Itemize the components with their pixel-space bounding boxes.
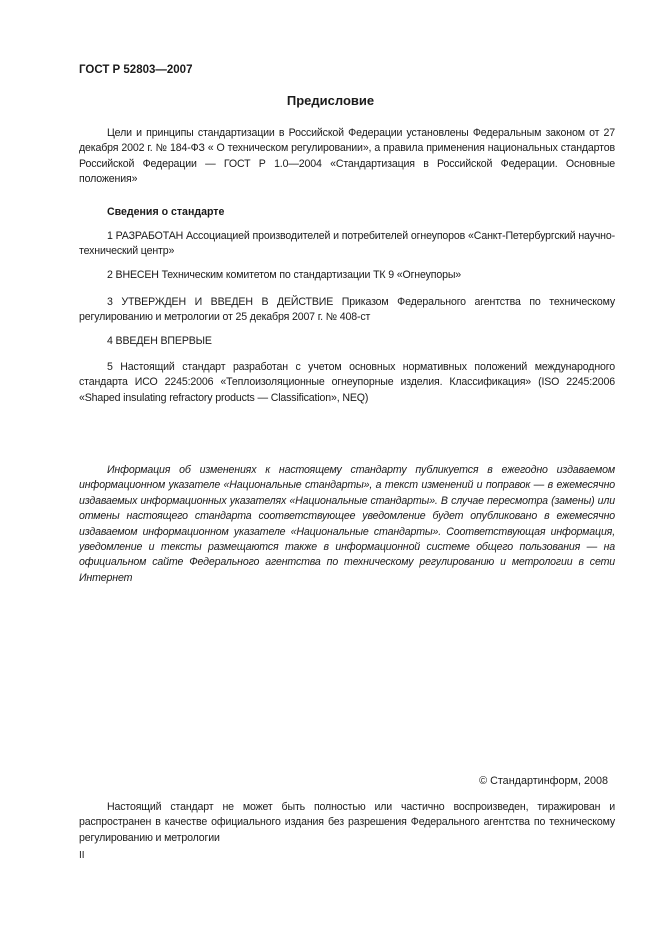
list-item-3: 3 УТВЕРЖДЕН И ВВЕДЕН В ДЕЙСТВИЕ Приказом Федерального агентства по техническому регулированию и метрологии от 25 декабря 2007 г. № 408-ст (79, 296, 615, 324)
copyright: © Стандартинформ, 2008 (479, 775, 608, 787)
list-item-4: 4 ВВЕДЕН ВПЕРВЫЕ (107, 335, 212, 347)
list-item-2: 2 ВНЕСЕН Техническим комитетом по стандартизации ТК 9 «Огнеупоры» (107, 269, 462, 281)
page-title: Предисловие (286, 93, 375, 108)
page-number: II (79, 850, 85, 861)
legal-notice: Настоящий стандарт не может быть полностью или частично воспроизведен, тиражирован и распространен в качестве официального издания без разрешения Федерального агентства по техническому регулированию и метрологии (79, 801, 615, 844)
list-item-1: 1 РАЗРАБОТАН Ассоциацией производителей и потребителей огнеупоров «Санкт-Петербургский научно-технический центр» (79, 230, 615, 258)
section-title: Сведения о стандарте (107, 206, 225, 218)
changes-notice: Информация об изменениях к настоящему стандарту публикуется в ежегодно издаваемом информационном указателе «Национальные стандарты», а текст изменений и поправок — в ежемесячно издаваемых информационных указателях «Национальные стандарты». В случае пересмотра (замены) или отмены настоящего стандарта соответствующее уведомление будет опубликовано в ежемесячно издаваемом информационном указателе «Национальные стандарты». Соответствующая информация, уведомление и тексты размещаются также в информационной системе общего пользования — на официальном сайте Федерального агентства по техническому регулированию и метрологии в сети Интернет (79, 464, 615, 584)
intro-paragraph: Цели и принципы стандартизации в Российской Федерации установлены Федеральным законом от 27 декабря 2002 г. № 184-ФЗ « О техническом регулировании», а правила применения национальных стандартов Российской Федерации — ГОСТ Р 1.0—2004 «Стандартизация в Российской Федерации. Основные положения» (79, 127, 615, 186)
standard-code: ГОСТ Р 52803—2007 (79, 64, 193, 76)
list-item-5: 5 Настоящий стандарт разработан с учетом основных нормативных положений международного стандарта ИСО 2245:2006 «Теплоизоляционные огнеупорные изделия. Классификация» (ISO 2245:2006 «Shaped insulating refractory products — Classification», NEQ) (79, 361, 615, 404)
